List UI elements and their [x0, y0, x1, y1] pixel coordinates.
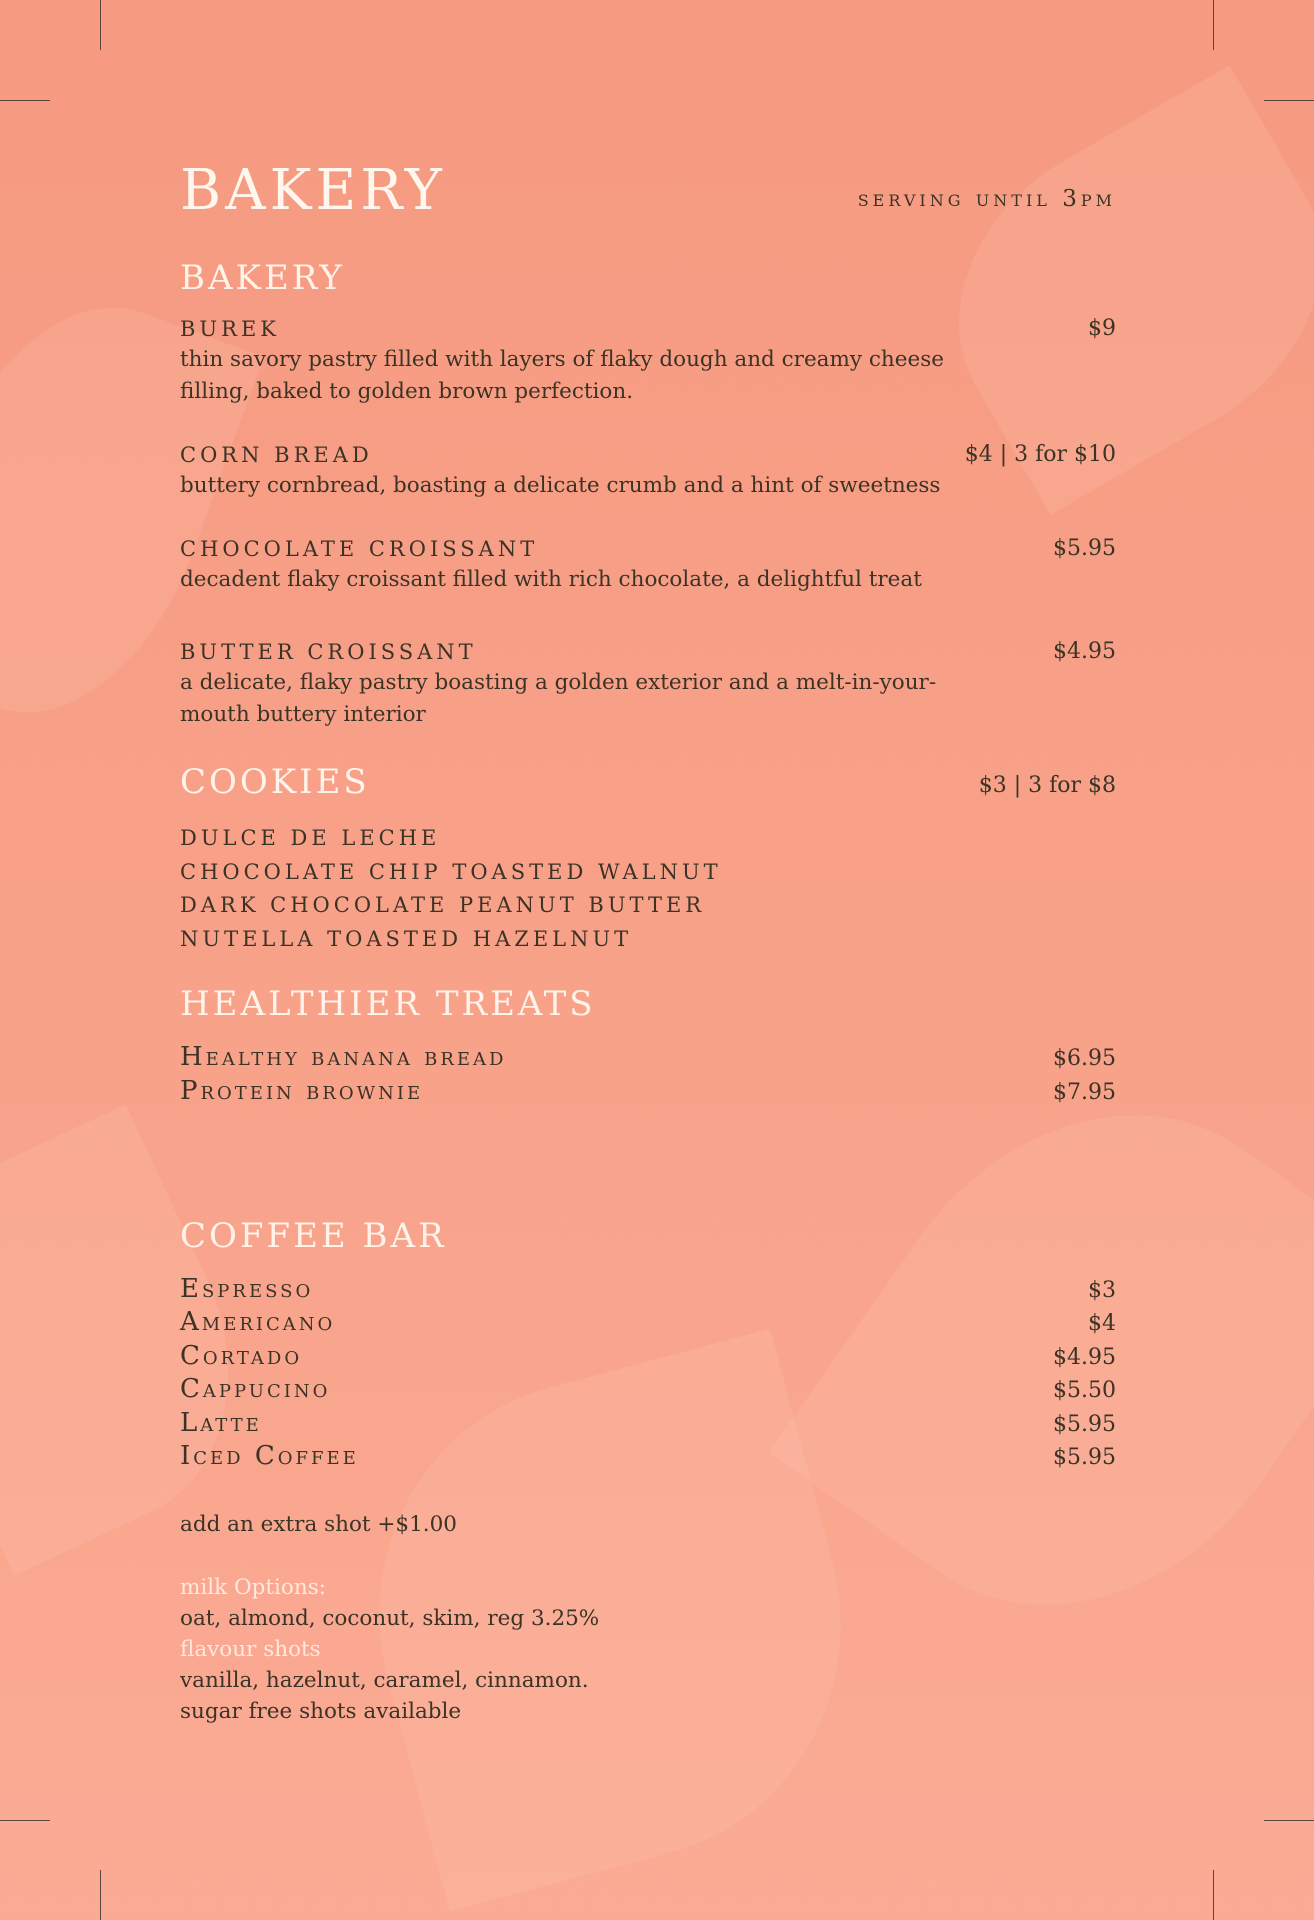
item-name: CORN BREAD — [180, 443, 373, 467]
crop-mark — [0, 1820, 50, 1821]
crop-mark — [100, 0, 101, 50]
coffee-item-price: $4 — [1088, 1311, 1116, 1336]
section-heading-coffee: COFFEE BAR — [180, 1216, 447, 1256]
crop-mark — [0, 100, 50, 101]
cookie-item: NUTELLA TOASTED HAZELNUT — [180, 927, 633, 951]
crop-mark — [1264, 1820, 1314, 1821]
cookie-item: DULCE DE LECHE — [180, 826, 441, 850]
section-heading-cookies: COOKIES — [180, 762, 370, 802]
milk-options-label: milk Options: — [180, 1575, 326, 1600]
item-price: $6.95 — [1053, 1046, 1116, 1071]
coffee-item-price: $5.95 — [1053, 1412, 1116, 1437]
crop-mark — [1213, 0, 1214, 50]
cookie-item: DARK CHOCOLATE PEANUT BUTTER — [180, 893, 706, 917]
milk-options: oat, almond, coconut, skim, reg 3.25% — [180, 1606, 600, 1631]
coffee-item-price: $4.95 — [1053, 1345, 1116, 1370]
item-price: $9 — [1088, 316, 1116, 341]
section-heading-healthier: HEALTHIER TREATS — [180, 984, 596, 1024]
serving-hours: serving until 3pm — [857, 186, 1116, 212]
item-name: BUREK — [180, 317, 280, 341]
item-description: thin savory pastry filled with layers of flaky dough and creamy cheese filling, baked to golden brown perfection. — [180, 347, 944, 404]
coffee-item-name: Americano — [180, 1307, 336, 1337]
flavour-options: vanilla, hazelnut, caramel, cinnamon. — [180, 1668, 589, 1693]
item-description: buttery cornbread, boasting a delicate crumb and a hint of sweetness — [180, 473, 941, 498]
coffee-item-name: Cortado — [180, 1341, 303, 1371]
item-description: decadent flaky croissant filled with rich chocolate, a delightful treat — [180, 567, 922, 592]
crop-mark — [100, 1870, 101, 1920]
coffee-item-price: $3 — [1088, 1278, 1116, 1303]
cookie-item: CHOCOLATE CHIP TOASTED WALNUT — [180, 860, 722, 884]
coffee-item-name: Iced Coffee — [180, 1441, 359, 1471]
section-heading-bakery: BAKERY — [180, 258, 345, 298]
item-name: CHOCOLATE CROISSANT — [180, 537, 539, 561]
coffee-item-name: Espresso — [180, 1274, 314, 1304]
item-price: $4.95 — [1053, 639, 1116, 664]
menu-content — [180, 0, 1114, 1920]
cookies-price: $3 | 3 for $8 — [978, 773, 1116, 798]
flavour-shots-label: flavour shots — [180, 1637, 321, 1662]
item-price: $4 | 3 for $10 — [964, 442, 1116, 467]
coffee-item-price: $5.95 — [1053, 1445, 1116, 1470]
page-title: BAKERY — [180, 158, 446, 223]
item-name: BUTTER CROISSANT — [180, 640, 477, 664]
item-name: Protein brownie — [180, 1076, 424, 1106]
extra-shot-note: add an extra shot +$1.00 — [180, 1512, 457, 1537]
crop-mark — [1264, 100, 1314, 101]
coffee-item-price: $5.50 — [1053, 1378, 1116, 1403]
coffee-item-name: Latte — [180, 1408, 262, 1438]
item-price: $7.95 — [1053, 1080, 1116, 1105]
item-name: Healthy banana bread — [180, 1042, 507, 1072]
item-description: a delicate, flaky pastry boasting a golden exterior and a melt-in-your-mouth buttery interior — [180, 670, 937, 727]
crop-mark — [1213, 1870, 1214, 1920]
coffee-item-name: Cappucino — [180, 1374, 331, 1404]
sugar-free-note: sugar free shots available — [180, 1699, 462, 1724]
item-price: $5.95 — [1053, 536, 1116, 561]
